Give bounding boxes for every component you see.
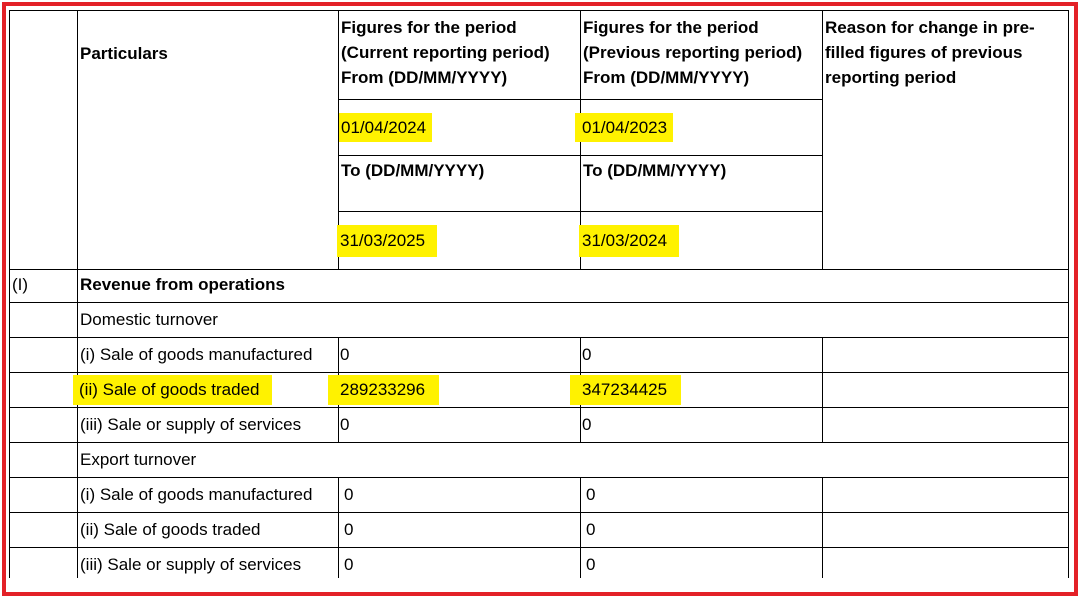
domestic-turnover-label: Domestic turnover xyxy=(80,310,218,329)
grid-line xyxy=(9,547,1069,548)
grid-line xyxy=(9,477,1069,478)
grid-line xyxy=(9,302,1069,303)
export-row-2-previous: 0 xyxy=(586,520,596,539)
grid-line xyxy=(338,211,823,212)
domestic-row-1-label: (i) Sale of goods manufactured xyxy=(80,345,313,364)
domestic-row-3-current: 0 xyxy=(340,415,350,434)
export-row-2-label: (ii) Sale of goods traded xyxy=(80,520,261,539)
header-previous-line-3: From (DD/MM/YYYY) xyxy=(583,68,750,87)
header-reason-line-2: filled figures of previous xyxy=(825,43,1023,62)
header-reason-line-1: Reason for change in pre- xyxy=(825,18,1035,37)
previous-to-label: To (DD/MM/YYYY) xyxy=(583,161,727,180)
domestic-row-2-previous: 347234425 xyxy=(570,375,681,405)
header-particulars: Particulars xyxy=(80,44,168,63)
grid-line xyxy=(338,155,823,156)
domestic-row-3-previous: 0 xyxy=(582,415,592,434)
grid-line xyxy=(9,10,10,578)
export-row-2-current: 0 xyxy=(344,520,354,539)
domestic-row-1-current: 0 xyxy=(340,345,350,364)
grid-line xyxy=(9,337,1069,338)
current-to-date: 31/03/2025 xyxy=(337,225,437,257)
section-title: Revenue from operations xyxy=(80,275,285,294)
previous-to-date: 31/03/2024 xyxy=(579,225,679,257)
section-number: (I) xyxy=(12,275,29,294)
grid-line xyxy=(9,442,1069,443)
previous-from-date: 01/04/2023 xyxy=(575,113,673,142)
grid-line xyxy=(9,512,1069,513)
export-row-3-previous: 0 xyxy=(586,555,596,574)
grid-line xyxy=(580,477,581,578)
grid-line xyxy=(822,477,823,578)
current-from-date: 01/04/2024 xyxy=(339,113,432,142)
header-current-line-2: (Current reporting period) xyxy=(341,43,550,62)
header-current-line-1: Figures for the period xyxy=(341,18,517,37)
domestic-row-2-current: 289233296 xyxy=(328,375,439,405)
grid-line xyxy=(822,10,823,269)
export-row-1-current: 0 xyxy=(344,485,354,504)
grid-line xyxy=(338,99,823,100)
grid-line xyxy=(1068,10,1069,578)
domestic-row-2-label: (ii) Sale of goods traded xyxy=(73,375,272,405)
header-previous-line-1: Figures for the period xyxy=(583,18,759,37)
grid-line xyxy=(338,477,339,578)
grid-line xyxy=(9,407,1069,408)
header-current-line-3: From (DD/MM/YYYY) xyxy=(341,68,508,87)
domestic-row-3-label: (iii) Sale or supply of services xyxy=(80,415,302,434)
grid-line xyxy=(9,372,1069,373)
domestic-row-1-previous: 0 xyxy=(582,345,592,364)
grid-line xyxy=(77,10,78,578)
export-row-1-label: (i) Sale of goods manufactured xyxy=(80,485,313,504)
export-turnover-label: Export turnover xyxy=(80,450,197,469)
grid-line xyxy=(822,337,823,442)
current-to-label: To (DD/MM/YYYY) xyxy=(341,161,485,180)
export-row-3-current: 0 xyxy=(344,555,354,574)
grid-line xyxy=(9,269,1069,270)
grid-line xyxy=(9,10,1069,11)
export-row-1-previous: 0 xyxy=(586,485,596,504)
export-row-3-label: (iii) Sale or supply of services xyxy=(80,555,302,574)
header-reason-line-3: reporting period xyxy=(825,68,957,87)
header-previous-line-2: (Previous reporting period) xyxy=(583,43,803,62)
